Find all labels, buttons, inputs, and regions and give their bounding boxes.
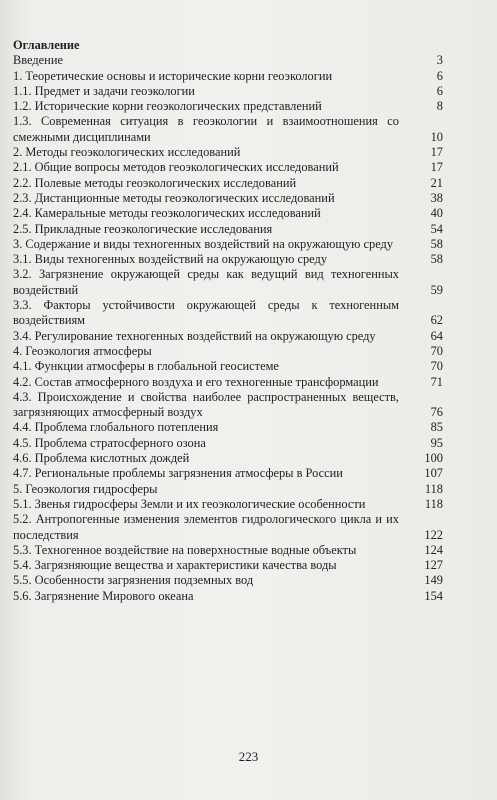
toc-entry bbox=[13, 375, 443, 390]
toc-entry-title: 4. Геоэкология атмосферы bbox=[13, 343, 152, 358]
toc-entry-page: 8 bbox=[436, 99, 443, 114]
toc-entry bbox=[13, 252, 443, 267]
toc-entry-title: 4.7. Региональные проблемы загрязнения атмосферы в России bbox=[13, 466, 343, 481]
toc-entry-page: 58 bbox=[430, 236, 443, 251]
toc-entry-page: 149 bbox=[424, 573, 443, 588]
toc-entry-title: 5.1. Звенья гидросферы Земли и их геоэкологические особенности bbox=[13, 496, 366, 511]
toc-entry-page: 76 bbox=[430, 405, 443, 420]
toc-entry bbox=[13, 145, 443, 160]
toc-entry-title: 5.4. Загрязняющие вещества и характеристики качества воды bbox=[13, 558, 337, 573]
toc-entry-page: 59 bbox=[430, 282, 443, 297]
toc-entry-page: 122 bbox=[424, 527, 443, 542]
toc-entry-page: 107 bbox=[424, 466, 443, 481]
toc-entry bbox=[13, 390, 443, 421]
toc-entry bbox=[13, 267, 443, 298]
toc-entry-title: 4.5. Проблема стратосферного озона bbox=[13, 435, 206, 450]
toc-entry-title: 1.1. Предмет и задачи геоэкологии bbox=[13, 83, 195, 98]
toc-entry-title: 1.3. Современная ситуация в геоэкологии и взаимоотношения со смежными дисциплинами bbox=[13, 114, 399, 144]
toc-entry-title: 4.4. Проблема глобального потепления bbox=[13, 420, 219, 435]
toc-heading: Оглавление bbox=[13, 38, 80, 52]
toc-entry-title: 5.6. Загрязнение Мирового океана bbox=[13, 588, 194, 603]
toc-entry-title: 3.4. Регулирование техногенных воздействий на окружающую среду bbox=[13, 328, 376, 343]
toc-entry bbox=[13, 543, 443, 558]
toc-entry bbox=[13, 237, 443, 252]
toc-entry bbox=[13, 573, 443, 588]
toc-entry bbox=[13, 344, 443, 359]
toc-entry-title: 2.5. Прикладные геоэкологические исследования bbox=[13, 221, 273, 236]
toc-entry bbox=[13, 206, 443, 221]
toc-entry-title: 1. Теоретические основы и исторические корни геоэкологии bbox=[13, 68, 333, 83]
toc-entry-title: 3.3. Факторы устойчивости окружающей среды к техногенным воздействиям bbox=[13, 298, 399, 328]
toc-entry bbox=[13, 497, 443, 512]
toc-entry-page: 70 bbox=[430, 359, 443, 374]
toc-entry-title: 5.2. Антропогенные изменения элементов гидрологического цикла и их последствия bbox=[13, 512, 399, 542]
toc-entries bbox=[13, 53, 443, 604]
toc-entry-page: 62 bbox=[430, 313, 443, 328]
toc-entry-title: 3.2. Загрязнение окружающей среды как ведущий вид техногенных воздействий bbox=[13, 267, 399, 297]
toc-entry bbox=[13, 512, 443, 543]
toc-entry bbox=[13, 436, 443, 451]
toc-entry bbox=[13, 359, 443, 374]
toc-entry bbox=[13, 176, 443, 191]
toc-entry-page: 124 bbox=[424, 542, 443, 557]
toc-entry-page: 71 bbox=[430, 374, 443, 389]
toc-entry-title: 2.1. Общие вопросы методов геоэкологических исследований bbox=[13, 160, 339, 175]
toc-entry-title: Введение bbox=[13, 53, 63, 68]
toc-entry bbox=[13, 420, 443, 435]
toc-entry-page: 17 bbox=[430, 160, 443, 175]
toc-entry-title: 2.4. Камеральные методы геоэкологических исследований bbox=[13, 206, 321, 221]
toc-entry bbox=[13, 451, 443, 466]
toc-entry-title: 5. Геоэкология гидросферы bbox=[13, 481, 158, 496]
toc-entry-page: 21 bbox=[430, 175, 443, 190]
toc-entry-title: 3. Содержание и виды техногенных воздействий на окружающую среду bbox=[13, 236, 394, 251]
toc-entry-title: 2.3. Дистанционные методы геоэкологических исследований bbox=[13, 190, 335, 205]
toc-entry-page: 154 bbox=[424, 588, 443, 603]
toc-entry-title: 4.6. Проблема кислотных дождей bbox=[13, 451, 190, 466]
toc-entry-page: 100 bbox=[424, 451, 443, 466]
toc-entry-page: 118 bbox=[424, 496, 443, 511]
toc-entry-title: 4.2. Состав атмосферного воздуха и его техногенные трансформации bbox=[13, 374, 379, 389]
toc-entry bbox=[13, 84, 443, 99]
toc-entry-page: 10 bbox=[430, 129, 443, 144]
toc-entry-page: 95 bbox=[430, 435, 443, 450]
toc-entry bbox=[13, 53, 443, 68]
toc-entry bbox=[13, 69, 443, 84]
toc-entry-page: 6 bbox=[436, 83, 443, 98]
toc-entry-page: 6 bbox=[436, 68, 443, 83]
toc-entry-page: 54 bbox=[430, 221, 443, 236]
toc-entry-title: 4.3. Происхождение и свойства наиболее распространенных веществ, загрязняющих атмосферный воздух bbox=[13, 389, 399, 420]
toc-entry bbox=[13, 298, 443, 329]
toc-entry bbox=[13, 114, 443, 145]
toc-entry-page: 118 bbox=[424, 481, 443, 496]
toc-entry bbox=[13, 558, 443, 573]
table-of-contents bbox=[13, 38, 443, 604]
page-number: 223 bbox=[238, 749, 259, 764]
toc-entry bbox=[13, 160, 443, 175]
toc-entry-page: 40 bbox=[430, 206, 443, 221]
toc-entry-title: 2.2. Полевые методы геоэкологических исследований bbox=[13, 175, 297, 190]
toc-entry-page: 58 bbox=[430, 252, 443, 267]
toc-entry-page: 3 bbox=[436, 53, 443, 68]
toc-entry-page: 64 bbox=[430, 328, 443, 343]
toc-entry bbox=[13, 466, 443, 481]
toc-entry bbox=[13, 329, 443, 344]
toc-entry-page: 70 bbox=[430, 343, 443, 358]
toc-entry-page: 127 bbox=[424, 558, 443, 573]
toc-entry-title: 4.1. Функции атмосферы в глобальной геосистеме bbox=[13, 359, 279, 374]
toc-entry bbox=[13, 99, 443, 114]
toc-entry-page: 17 bbox=[430, 145, 443, 160]
toc-entry-title: 1.2. Исторические корни геоэкологических представлений bbox=[13, 99, 322, 114]
toc-entry-title: 2. Методы геоэкологических исследований bbox=[13, 145, 241, 160]
toc-entry-page: 38 bbox=[430, 190, 443, 205]
toc-entry bbox=[13, 589, 443, 604]
toc-entry bbox=[13, 482, 443, 497]
toc-entry-title: 5.5. Особенности загрязнения подземных вод bbox=[13, 573, 254, 588]
toc-entry bbox=[13, 222, 443, 237]
toc-entry-title: 5.3. Техногенное воздействие на поверхностные водные объекты bbox=[13, 542, 357, 557]
toc-entry-page: 85 bbox=[430, 420, 443, 435]
toc-entry bbox=[13, 191, 443, 206]
toc-entry-title: 3.1. Виды техногенных воздействий на окружающую среду bbox=[13, 252, 328, 267]
